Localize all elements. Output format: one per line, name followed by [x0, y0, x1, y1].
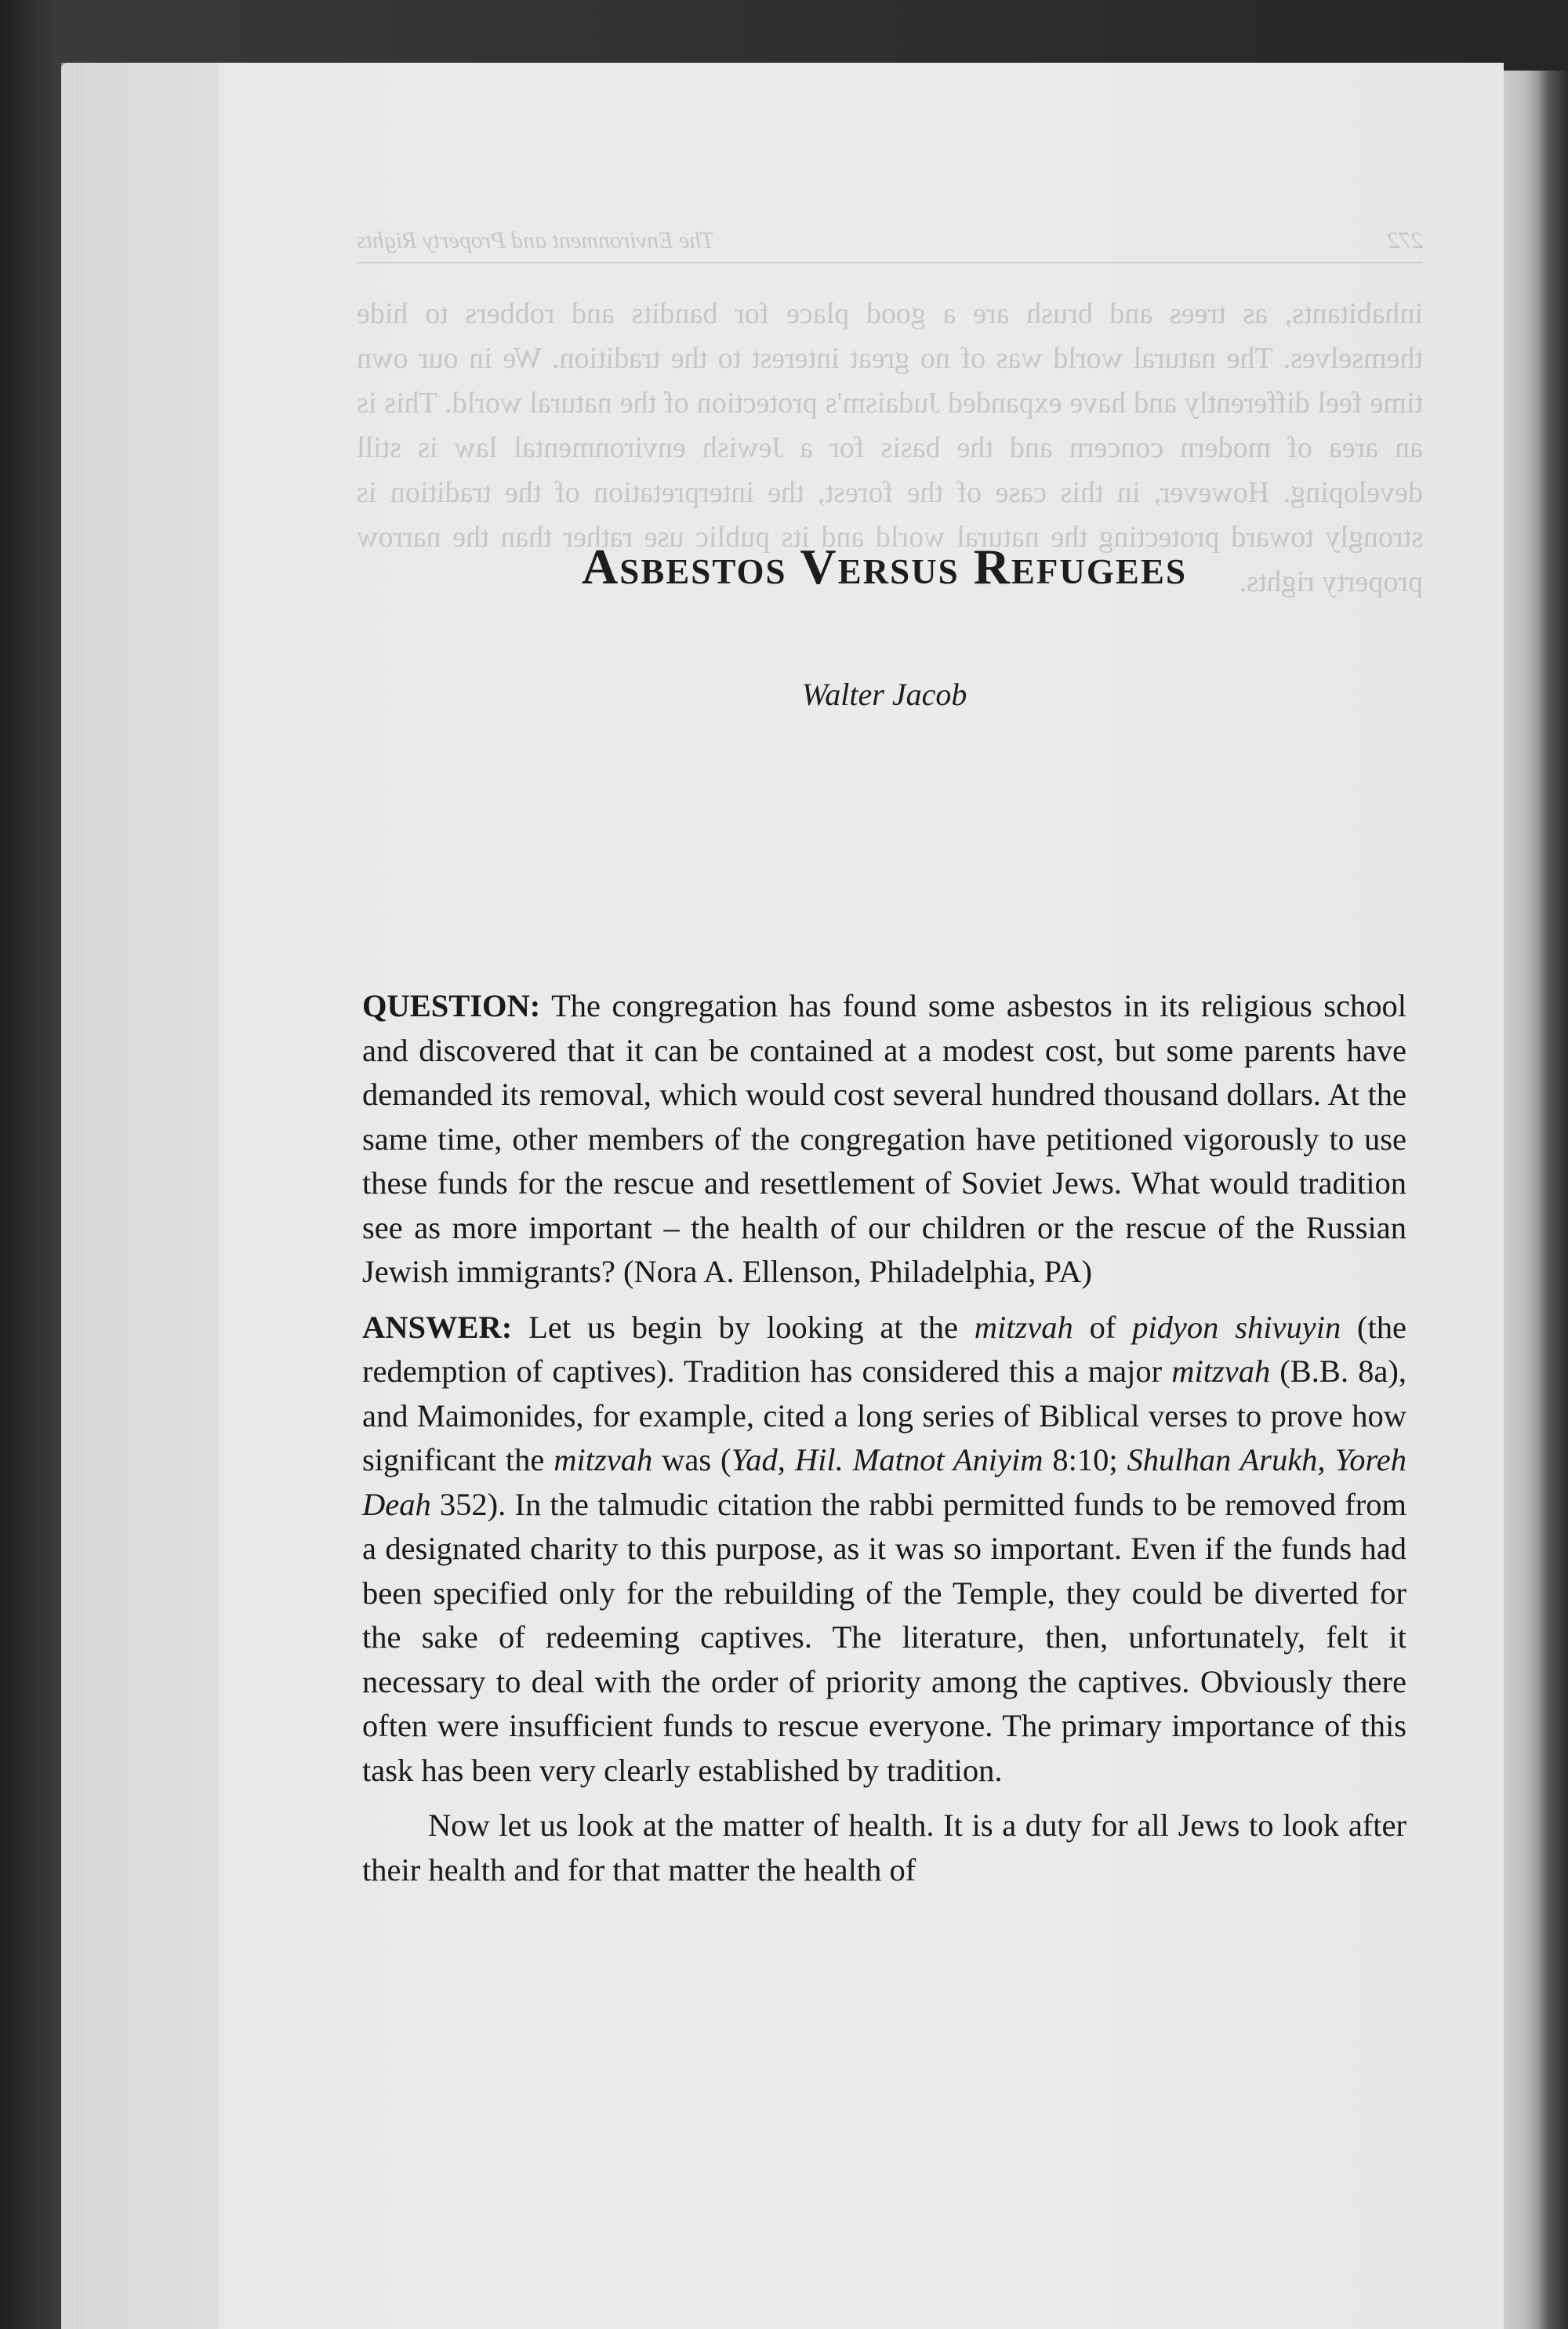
answer-text: (the redemption of captives). Tradition has considered this a major	[362, 1309, 1406, 1389]
bleed-through-paragraph: inhabitants, as trees and brush are a good place for bandits and robbers to hide themselves. The natural world was of no great interest to the tradition. We in our own time feel differently and have expanded Judaism's protection of the natural world. This is an area of modern concern and the basis for a Jewish environmental law is still developing. However, in this case of the forest, the interpretation of the tradition is strongly toward protecting the natural world and its public use rather than the narrow property rights.	[357, 297, 1423, 598]
answer-text: 352). In the talmudic citation the rabbi permitted funds to be removed from a designated charity to this purpose, as it was so important. Even if the funds had been specified only for the rebuilding of the Temple, they could be diverted for the sake of redeeming captives. The literature, then, unfortunately, felt it necessary to deal with the order of priority among the captives. Obviously there often were insufficient funds to rescue everyone. The primary importance of this task has been very clearly established by tradition.	[362, 1486, 1406, 1788]
article-author: Walter Jacob	[801, 677, 967, 712]
question-paragraph	[362, 984, 1406, 1295]
answer-text: 8:10;	[1043, 1442, 1127, 1477]
answer-paragraph	[362, 1306, 1406, 1793]
health-paragraph: Now let us look at the matter of health. It is a duty for all Jews to look after their health and for that matter the health of	[362, 1808, 1406, 1888]
answer-label: ANSWER:	[362, 1309, 513, 1345]
book-edge	[1501, 71, 1568, 2329]
term-pidyon-shivuyin: pidyon shivuyin	[1132, 1309, 1341, 1345]
question-label: QUESTION:	[362, 988, 541, 1023]
bleed-through-page-number: 272	[1388, 227, 1423, 253]
citation-yad: Yad, Hil. Matnot Aniyim	[731, 1442, 1044, 1477]
answer-text: Let us begin by looking at the	[512, 1309, 975, 1345]
term-mitzvah: mitzvah	[554, 1442, 653, 1477]
bleed-through-header	[357, 227, 1423, 263]
citation-shulhan-arukh: Shulhan Arukh, Yoreh Deah	[362, 1442, 1406, 1522]
article-title: Asbestos Versus Refugees	[582, 539, 1187, 594]
bleed-through-running-head: The Environment and Property Rights	[357, 227, 715, 253]
question-text: The congregation has found some asbestos in its religious school and discovered that it can be contained at a modest cost, but some parents have demanded its removal, which would cost several hundred thousand dollars. At the same time, other members of the congregation have petitioned vigorously to use these funds for the rescue and resettlement of Soviet Jews. What would tradition see as more important – the health of our children or the rescue of the Russian Jewish immigrants? (Nora A. Ellenson, Philadelphia, PA)	[362, 988, 1406, 1289]
term-mitzvah: mitzvah	[1171, 1353, 1271, 1389]
term-mitzvah: mitzvah	[974, 1309, 1073, 1345]
article-body	[362, 984, 1406, 1892]
page-stack-edge	[61, 63, 218, 2329]
answer-text: was (	[652, 1442, 731, 1477]
answer-text: of	[1073, 1309, 1133, 1345]
answer-text: (B.B. 8a), and Maimonides, for example, cited a long series of Biblical verses to prove how significant the	[362, 1353, 1406, 1477]
